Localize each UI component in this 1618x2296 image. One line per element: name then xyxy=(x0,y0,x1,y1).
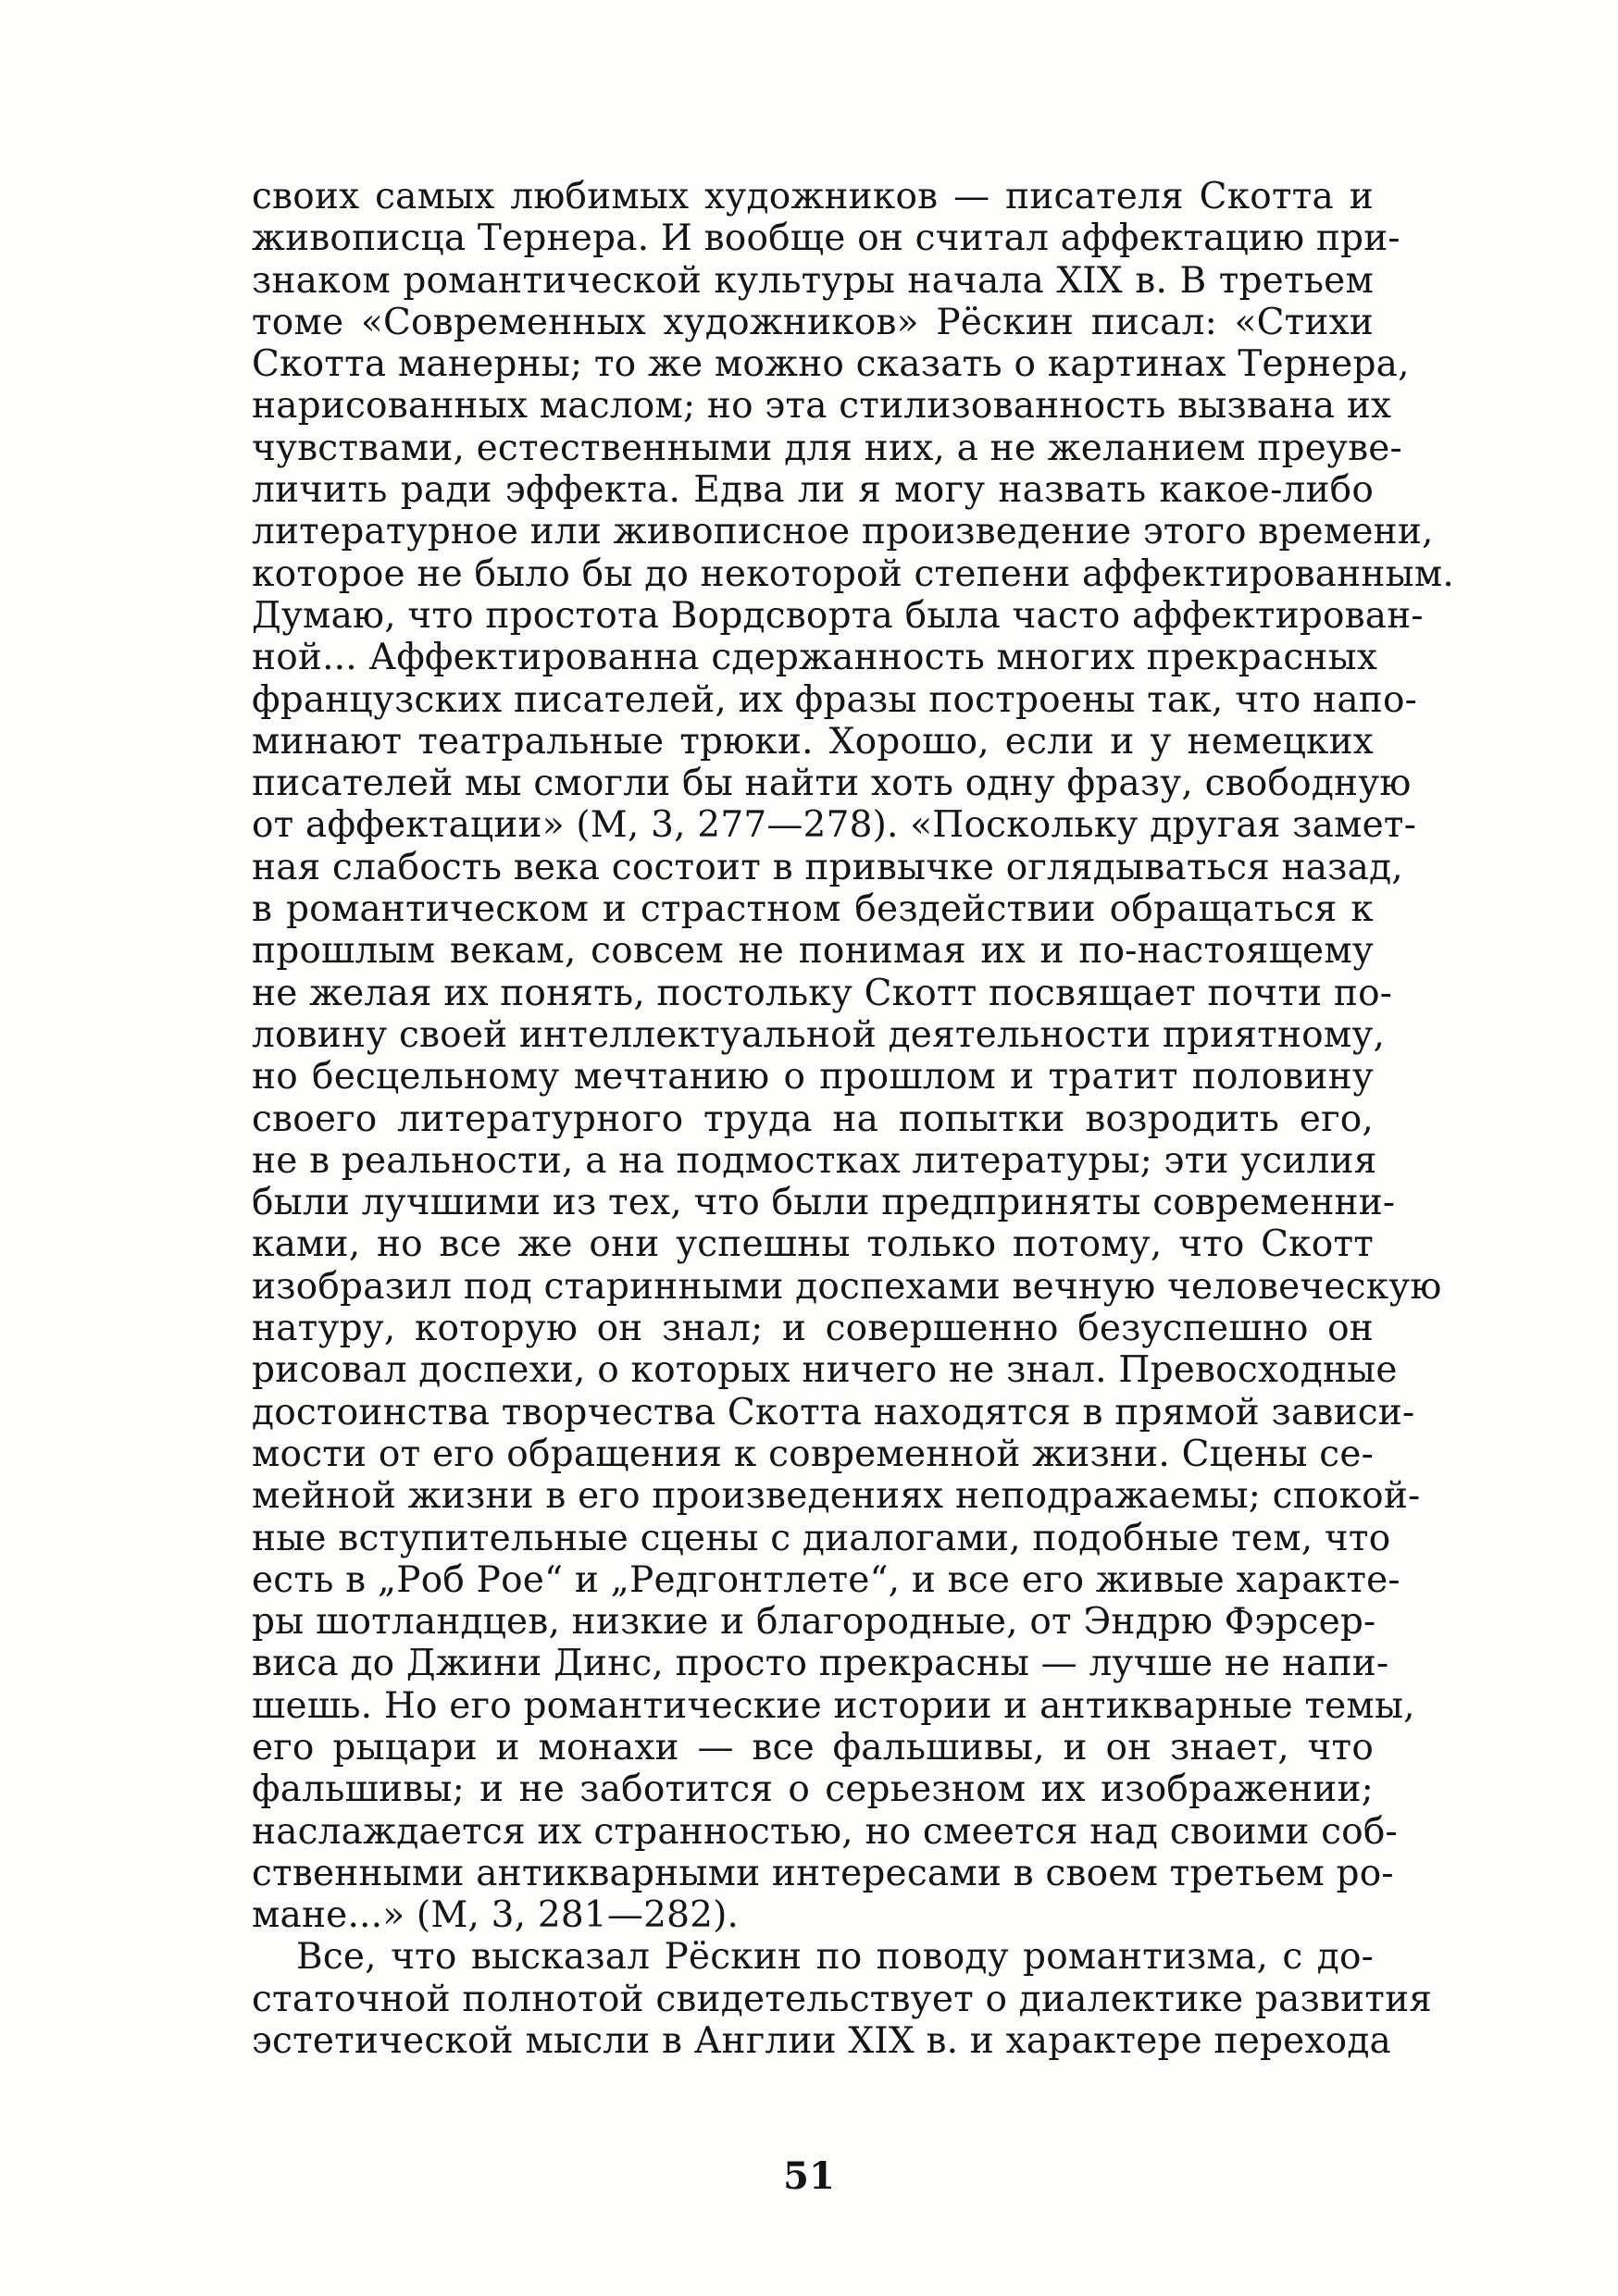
text-line: нарисованных маслом; но эта стилизованность вызвана их xyxy=(252,385,1392,428)
text-line: в романтическом и страстном бездействии обращаться к xyxy=(252,888,1374,931)
text-line: ками, но все же они успешны только потому, что Скотт xyxy=(252,1223,1374,1266)
text-line: литературное или живописное произведение этого времени, xyxy=(252,511,1434,553)
text-line: ловину своей интеллектуальной деятельности приятному, xyxy=(252,1013,1386,1056)
text-line: томе «Современных художников» Рёскин писал: «Стихи xyxy=(252,301,1374,343)
text-line: которое не было бы до некоторой степени аффектированным. xyxy=(252,552,1454,595)
text-line: шешь. Но его романтические истории и антикварные темы, xyxy=(252,1684,1415,1727)
text-line: натуру, которую он знал; и совершенно безуспешно он xyxy=(252,1308,1374,1350)
text-line: есть в „Роб Рое“ и „Редгонтлете“, и все его живые характе- xyxy=(252,1558,1400,1601)
text-line: своего литературного труда на попытки возродить его, xyxy=(252,1098,1374,1140)
paragraph-start-line: Все, что высказал Рёскин по поводу романтизма, с до- xyxy=(296,1936,1374,1979)
paragraph-end-line: мане...» (М, 3, 281—282). xyxy=(252,1894,740,1937)
text-line: достоинства творчества Скотта находятся в прямой зависи- xyxy=(252,1391,1415,1433)
text-line: фальшивы; и не заботится о серьезном их изображении; xyxy=(252,1769,1374,1811)
text-line: ры шотландцев, низкие и благородные, от Эндрю Фэрсер- xyxy=(252,1601,1376,1644)
text-line: живописца Тернера. И вообще он считал аффектацию при- xyxy=(252,217,1400,260)
body-text xyxy=(252,176,1454,2063)
page-number: 51 xyxy=(783,2154,835,2198)
text-line: виса до Джини Динс, просто прекрасны — лучше не напи- xyxy=(252,1643,1389,1685)
text-line: своих самых любимых художников — писателя Скотта и xyxy=(252,176,1374,217)
text-line: ная слабость века состоит в привычке оглядываться назад, xyxy=(252,846,1403,888)
text-line: личить ради эффекта. Едва ли я могу назвать какое-либо xyxy=(252,469,1374,512)
text-line: французских писателей, их фразы построены так, что напо- xyxy=(252,678,1418,721)
text-line: от аффектации» (М, 3, 277—278). «Поскольку другая замет- xyxy=(252,804,1417,847)
text-line: мости от его обращения к современной жизни. Сцены се- xyxy=(252,1433,1374,1475)
text-line: ной... Аффектированна сдержанность многих прекрасных xyxy=(252,637,1378,679)
text-line: эстетической мысли в Англии XIX в. и характере перехода xyxy=(252,2020,1391,2063)
text-line: наслаждается их странностью, но смеется над своими соб- xyxy=(252,1810,1398,1853)
text-line: ственными антикварными интересами в своем третьем ро- xyxy=(252,1852,1394,1894)
text-line: его рыцари и монахи — все фальшивы, и он знает, что xyxy=(252,1726,1374,1769)
text-line: мейной жизни в его произведениях неподражаемы; спокой- xyxy=(252,1475,1421,1518)
text-line: были лучшими из тех, что были предприняты современни- xyxy=(252,1182,1396,1224)
text-line: знаком романтической культуры начала XIX в. В третьем xyxy=(252,259,1374,302)
text-line: минают театральные трюки. Хорошо, если и у немецких xyxy=(252,720,1374,763)
text-line: но бесцельному мечтанию о прошлом и тратит половину xyxy=(252,1056,1374,1098)
text-line: Скотта манерны; то же можно сказать о картинах Тернера, xyxy=(252,343,1410,386)
text-line: Думаю, что простота Вордсворта была часто аффектирован- xyxy=(252,594,1424,637)
text-line: писателей мы смогли бы найти хоть одну фразу, свободную xyxy=(252,763,1412,805)
text-line: чувствами, естественными для них, а не желанием преуве- xyxy=(252,427,1402,469)
text-line: изобразил под старинными доспехами вечную человеческую xyxy=(252,1265,1442,1308)
text-line: рисовал доспехи, о которых ничего не знал. Превосходные xyxy=(252,1349,1398,1392)
text-line: не желая их понять, постольку Скотт посвящает почти по- xyxy=(252,972,1393,1014)
text-line: статочной полнотой свидетельствует о диалектике развития xyxy=(252,1978,1433,2020)
text-line: ные вступительные сцены с диалогами, подобные тем, что xyxy=(252,1517,1391,1559)
text-line: не в реальности, а на подмостках литературы; эти усилия xyxy=(252,1139,1377,1182)
text-line: прошлым векам, совсем не понимая их и по-настоящему xyxy=(252,930,1374,973)
